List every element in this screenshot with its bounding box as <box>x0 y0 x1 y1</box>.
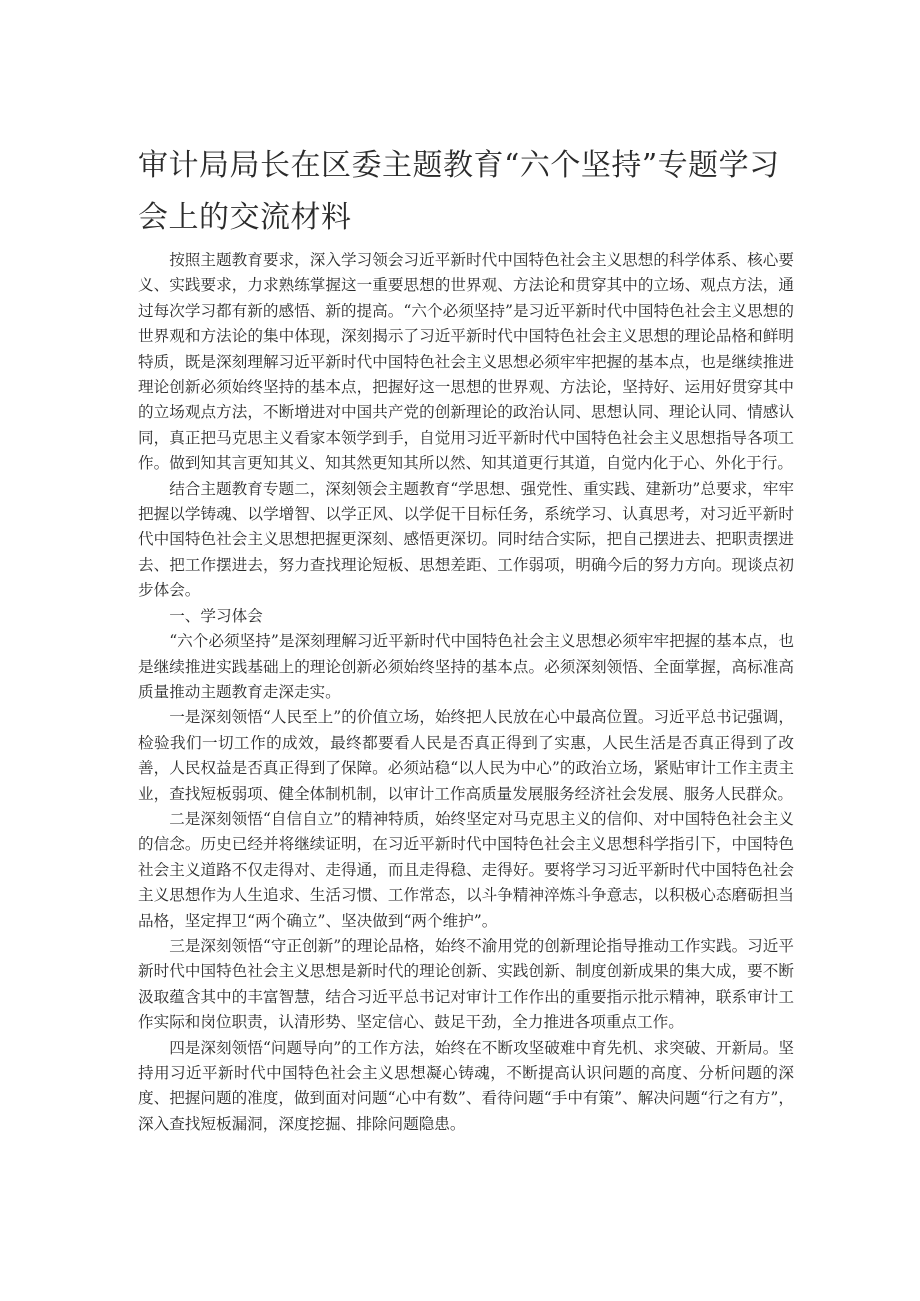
document-title: 审计局局长在区委主题教育“六个坚持”专题学习会上的交流材料 <box>138 148 780 235</box>
paragraph-six-musts: “六个必须坚持”是深刻理解习近平新时代中国特色社会主义思想必须牢牢把握的基本点，也是继续推进实践基础上的理论创新必须始终坚持的基本点。必须深刻领悟、全面掌握，高标准高质量推动主题教育走深走实。 <box>138 632 794 701</box>
paragraph-point-two: 二是深刻领悟“自信自立”的精神特质，始终坚定对马克思主义的信仰、对中国特色社会主义的信念。历史已经并将继续证明，在习近平新时代中国特色社会主义思想科学指引下，中国特色社会主义道路不仅走得对、走得通，而且走得稳、走得好。要将学习习近平新时代中国特色社会主义思想作为人生追求、生活习惯、工作常态，以斗争精神淬炼斗争意志，以积极心态磨砺担当品格，坚定捍卫“两个确立”、坚决做到“两个维护”。 <box>138 809 794 930</box>
paragraph-point-three: 三是深刻领悟“守正创新”的理论品格，始终不渝用党的创新理论指导推动工作实践。习近平新时代中国特色社会主义思想是新时代的理论创新、实践创新、制度创新成果的集大成，要不断汲取蕴含其中的丰富智慧，结合习近平总书记对审计工作作出的重要指示批示精神，联系审计工作实际和岗位职责，认清形势、坚定信心、鼓足干劲，全力推进各项重点工作。 <box>138 936 794 1032</box>
paragraph-point-four: 四是深刻领悟“问题导向”的工作方法，始终在不断攻坚破难中育先机、求突破、开新局。坚持用习近平新时代中国特色社会主义思想凝心铸魂，不断提高认识问题的高度、分析问题的深度、把握问题的准度，做到面对问题“心中有数”、看待问题“手中有策”、解决问题“行之有方”，深入查找短板漏洞，深度挖掘、排除问题隐患。 <box>138 1038 794 1133</box>
paragraph-theme: 结合主题教育专题二，深刻领会主题教育“学思想、强党性、重实践、建新功”总要求，牢牢把握以学铸魂、以学增智、以学正风、以学促干目标任务，系统学习、认真思考，对习近平新时代中国特色社会主义思想把握更深刻、感悟更深切。同时结合实际，把自己摆进去、把职责摆进去、把工作摆进去，努力查找理论短板、思想差距、工作弱项，明确今后的努力方向。现谈点初步体会。 <box>138 479 794 600</box>
section-heading-study: 一、学习体会 <box>169 606 263 625</box>
document-body <box>138 248 794 1137</box>
paragraph-intro: 按照主题教育要求，深入学习领会习近平新时代中国特色社会主义思想的科学体系、核心要义、实践要求，力求熟练掌握这一重要思想的世界观、方法论和贯穿其中的立场、观点方法，通过每次学习都有新的感悟、新的提高。“六个必须坚持”是习近平新时代中国特色社会主义思想的世界观和方法论的集中体现，深刻揭示了习近平新时代中国特色社会主义思想的理论品格和鲜明特质，既是深刻理解习近平新时代中国特色社会主义思想必须牢牢把握的基本点，也是继续推进理论创新必须始终坚持的基本点，把握好这一思想的世界观、方法论，坚持好、运用好贯穿其中的立场观点方法，不断增进对中国共产党的创新理论的政治认同、思想认同、理论认同、情感认同，真正把马克思主义看家本领学到手，自觉用习近平新时代中国特色社会主义思想指导各项工作。做到知其言更知其义、知其然更知其所以然、知其道更行其道，自觉内化于心、外化于行。 <box>138 251 794 473</box>
paragraph-point-one: 一是深刻领悟“人民至上”的价值立场，始终把人民放在心中最高位置。习近平总书记强调，检验我们一切工作的成效，最终都要看人民是否真正得到了实惠，人民生活是否真正得到了改善，人民权益是否真正得到了保障。必须站稳“以人民为中心”的政治立场，紧贴审计工作主责主业，查找短板弱项、健全体制机制，以审计工作高质量发展服务经济社会发展、服务人民群众。 <box>138 708 794 803</box>
